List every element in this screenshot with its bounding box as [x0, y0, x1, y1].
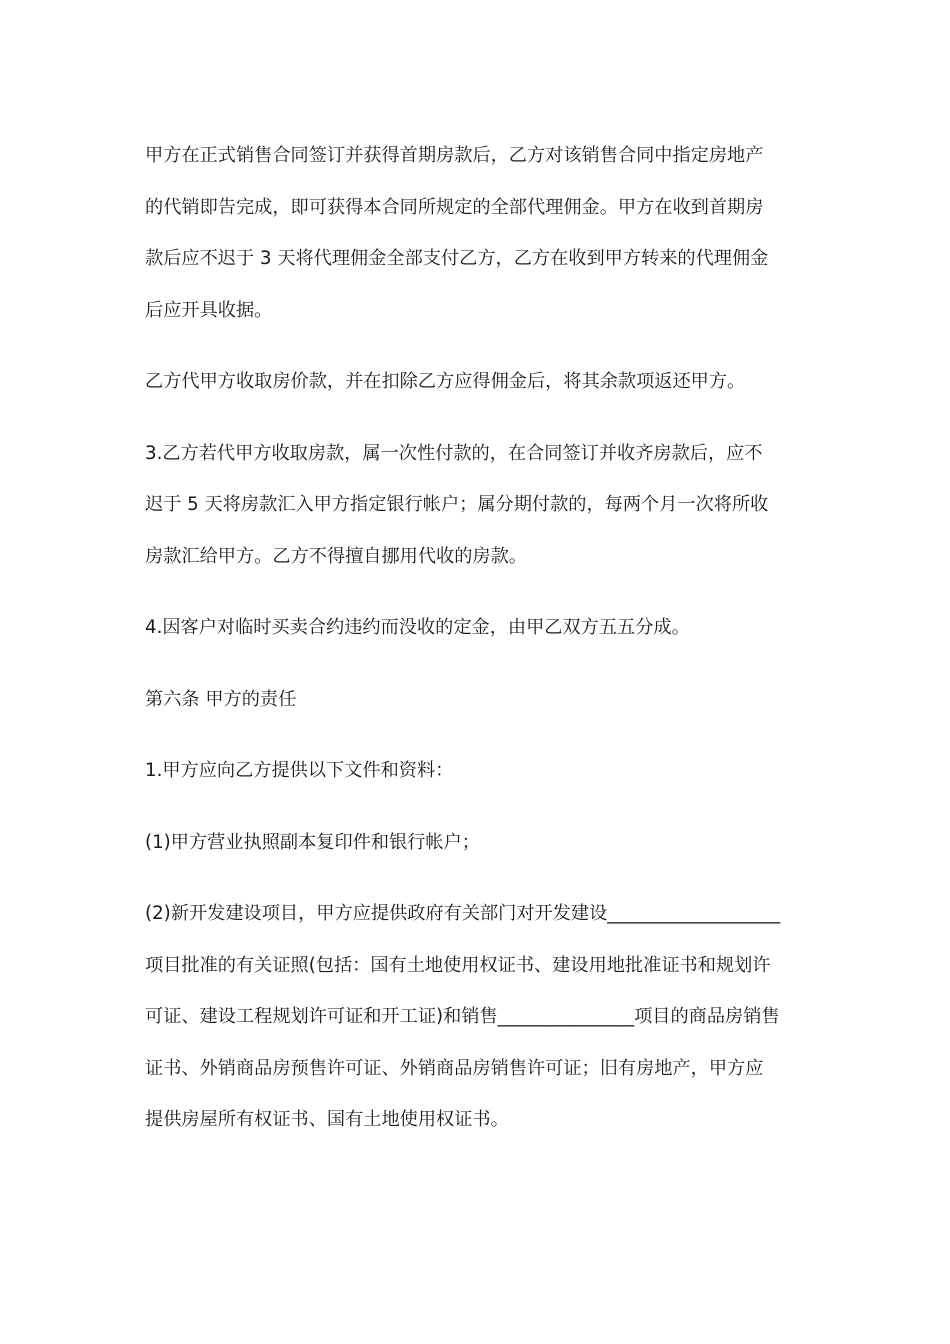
paragraph-collection [145, 356, 810, 408]
paragraph-commission-payment [145, 130, 810, 336]
document-body [145, 130, 810, 1146]
section-heading: 第六条 甲方的责任 [145, 688, 297, 710]
text-line: 的代销即告完成，即可获得本合同所规定的全部代理佣金。甲方在收到首期房 [145, 196, 764, 218]
text-line: 房款汇给甲方。乙方不得擅自挪用代收的房款。 [145, 545, 527, 567]
text-line: 后应开具收据。 [145, 299, 273, 321]
paragraph-item-1 [145, 745, 810, 797]
text-line: 款后应不迟于 3 天将代理佣金全部支付乙方，乙方在收到甲方转来的代理佣金 [145, 248, 769, 269]
text-line: 4.因客户对临时买卖合约违约而没收的定金，由甲乙双方五五分成。 [145, 617, 690, 638]
section-heading-article-6 [145, 674, 810, 726]
text-line: 甲方在正式销售合同签订并获得首期房款后，乙方对该销售合同中指定房地产 [145, 145, 764, 166]
paragraph-clause-4 [145, 602, 810, 654]
paragraph-clause-3 [145, 428, 810, 583]
text-line: 证书、外销商品房预售许可证、外销商品房销售许可证；旧有房地产，甲方应 [145, 1057, 764, 1079]
text-line: 可证、建设工程规划许可证和开工证)和销售_______________项目的商品房销售 [145, 1006, 780, 1027]
text-line: 3.乙方若代甲方收取房款，属一次性付款的，在合同签订并收齐房款后，应不 [145, 442, 763, 464]
text-line: (2)新开发建设项目，甲方应提供政府有关部门对开发建设___________________ [145, 903, 781, 924]
text-line: 提供房屋所有权证书、国有土地使用权证书。 [145, 1109, 509, 1130]
text-line: 乙方代甲方收取房价款，并在扣除乙方应得佣金后，将其余款项返还甲方。 [145, 371, 746, 392]
paragraph-subitem-1 [145, 817, 810, 869]
paragraph-subitem-2 [145, 888, 810, 1146]
text-line: 迟于 5 天将房款汇入甲方指定银行帐户；属分期付款的，每两个月一次将所收 [145, 494, 769, 515]
text-line: (1)甲方营业执照副本复印件和银行帐户； [145, 831, 480, 853]
text-line: 项目批准的有关证照(包括：国有土地使用权证书、建设用地批准证书和规划许 [145, 954, 771, 976]
text-line: 1.甲方应向乙方提供以下文件和资料： [145, 760, 454, 781]
